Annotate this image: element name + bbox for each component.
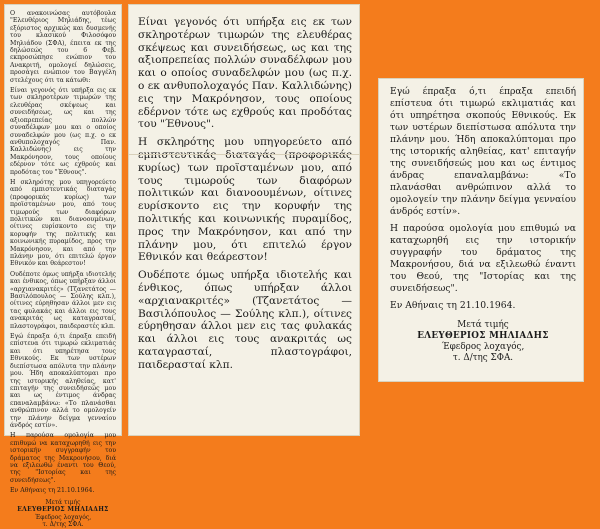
left-newspaper-clipping xyxy=(4,4,122,529)
right-signature-unit: τ. Δ/της ΣΦΑ. xyxy=(452,352,514,363)
middle-clipping-text xyxy=(138,16,352,377)
left-paragraph-3: Η σκληρότης μου υπηγορεύετο από εμπιστευτικάς διαταγάς (προφορικάς κυρίως) των προϊσταμένων μου, από τους τιμωρούς των διαφόρων πολιτικών και διανοουμένων, οίτινες ευρίσκοντο εις την κορυφήν της πολιτικής και κοινωνικής πυραμίδος, προς την Μακρόνησον, και από την πλάνην μου, ότι επιτελώ έργον Εθνικόν και θεάρεστον! xyxy=(10,178,116,268)
left-signature-title: Έφεδρος λοχαγός, xyxy=(34,513,92,521)
right-paragraph-2: Η παρούσα ομολογία μου επιθυμώ να καταχωρηθή εις την ιστορικήν συγγραφήν του δράματος της Μακρονήσου, διά να εξιλεωθώ έναντι του Θεού, της "Ιστορίας και της συνειδήσεως". xyxy=(390,223,576,294)
right-paragraph-1: Εγώ έπραξα ό,τι έπραξα επειδή επίστευα ότι τιμωρώ εκλιματιάς και ότι υπηρέτησα σκοπούς Εθνικούς. Εκ των υστέρων διεπίστωσα απόλυτα την πλάνην μου. Ήδη αποκαλύπτομαι προ της ιστορικής αληθείας, κατ' επιταγήν της συνειδήσεώς μου και ως έντιμος άνδρας επαναλαμβάνω: «Το πλανάσθαι ανθρώπινον αλλά το ομολογείν την πλάνην δείγμα γενναίου άνδρός εστίν». xyxy=(390,86,576,217)
left-signature-block xyxy=(10,499,116,529)
left-paragraph-4: Ουδέποτε όμως υπήρξα ιδιοτελής και ένθικος, όπως υπήρξαν άλλοι «αρχιανακριτές» (Τζανετάτος — Βασιλόπουλος — Σούλης κλπ.), οίτινες εύρηθησαν άλλοι μεν εις τας φυλακάς και άλλοι εις τους ανακριτάς ως καταγρασταί, πλαστογράφοι, παιδεραστές κλπ. xyxy=(10,270,116,330)
left-paragraph-2: Είναι γεγονός ότι υπήρξα εις εκ των σκληροτέρων τιμωρών της ελευθέρας σκέψεως και συνειδήσεως, ως και της αξιοπρεπείας πολλών συναδέλφων μου και ο οποίος συναδελφών μου (ως π.χ. ο εκ ανθυπολοχαγός Παν. Καλλιδώνης) εις την Μακρόνησον, τους οποίους εδέρνον τότε ως εχθρούς και προδότας του "Έθνους". xyxy=(10,87,116,176)
middle-paragraph-1: Είναι γεγονός ότι υπήρξα εις εκ των σκληροτέρων τιμωρών της ελευθέρας σκέψεως και συνειδήσεως, ως και της αξιοπρεπείας πολλών συναδέλφων μου και ο οποίος συναδελφών μου (ως π.χ. ο εκ ανθυπολοχαγός Παν. Καλλιδώνης) εις την Μακρόνησον, τους οποίους εδέρνον τότε ως εχθρούς και προδότας του "Έθνους". xyxy=(138,16,352,131)
paper-fold-line xyxy=(128,154,360,155)
right-signature-block xyxy=(390,320,576,364)
right-clipping-text xyxy=(390,86,576,364)
right-signature-name: ΕΛΕΥΘΕΡΙΟΣ ΜΗΛΙΑΔΗΣ xyxy=(417,330,549,341)
middle-paragraph-3: Ουδέποτε όμως υπήρξα ιδιοτελής και ένθικος, όπως υπήρξαν άλλοι «αρχιανακριτές» (Τζανετάτος — Βασιλόπουλος — Σούλης κλπ.), οίτινες εύρηθησαν άλλοι μεν εις τας φυλακάς και άλλοι εις τους ανακριτάς ως καταγρασταί, πλαστογράφοι, παιδερασταί κλπ. xyxy=(138,269,352,371)
left-paragraph-5: Εγώ έπραξα ό,τι έπραξα επειδή επίστευα ότι τιμωρώ εκλιματιάς και ότι υπηρέτησα τους Εθνικούς. Εκ των υστέρων διεπίστωσα απόλυτα την πλάνην μου. Ήδη αποκαλύπτομαι προ της ιστορικής αληθείας, κατ' επιταγήν της συνειδήσεώς μου και ως έντιμος άνδρας επαναλαμβάνω: «Το πλανάσθαι ανθρώπινον αλλά το ομολογείν την πλάνην δείγμα γενναίου άνδρός εστίν». xyxy=(10,333,116,429)
left-signature-unit: τ. Δ/της ΣΦΑ. xyxy=(42,521,84,529)
right-date-line: Εν Αθήναις τη 21.10.1964. xyxy=(390,300,516,311)
right-newspaper-clipping xyxy=(378,78,584,382)
left-clipping-text xyxy=(10,10,116,529)
middle-newspaper-clipping xyxy=(128,4,360,436)
right-signature-closing: Μετά τιμής xyxy=(457,320,509,330)
left-signature-name: ΕΛΕΥΘΕΡΙΟΣ ΜΗΛΙΑΔΗΣ xyxy=(17,506,109,514)
middle-paragraph-2: Η σκληρότης μου υπηγορεύετο από κυρίως) των προϊσταμένων μου, από τους τιμωρούς των διαφόρων πολιτικών και διανοουμένων, οίτινες ευρίσκοντο εις την κορυφήν της πολιτικής και κοινωνικής πυραμίδος, προς την Μακρόνησον, και από την πλάνην μου, ότι επιτελώ έργον Εθνικόν και θεάρεστον! xyxy=(138,136,352,264)
left-paragraph-1: Ο ανακοινώσας αυτόβουλα "Ελευθέριος Μηλιάδης, τέως εξόριστος αρχικώς και δυσμενής του κλασικού Φιλοσόφου Μηλιάδου (ΣΦΑ), έπειτα εκ της δηλώσεώς του 6 Φεβ. εκπροσώπησε ενώπιον του Ανακριτή, ομολογεί δηλώσεις, προσάγει ενώπιον του Βαγγέλη στελέχους ότι τα κάτωθι: xyxy=(10,10,116,84)
left-paragraph-6: Η παρούσα ομολογία μου επιθυμώ να καταχωρηθή εις την ιστορικήν συγγραφήν του δράματος της Μακρονήσου, διά να εξιλεωθώ έναντι του Θεού, της "Ιστορίας και της συνειδήσεως". xyxy=(10,432,116,484)
left-date-line: Εν Αθήναις τη 21.10.1964. xyxy=(10,487,95,495)
left-signature-closing: Μετά τιμής xyxy=(45,498,81,506)
right-signature-title: Έφεδρος λοχαγός, xyxy=(441,341,525,352)
